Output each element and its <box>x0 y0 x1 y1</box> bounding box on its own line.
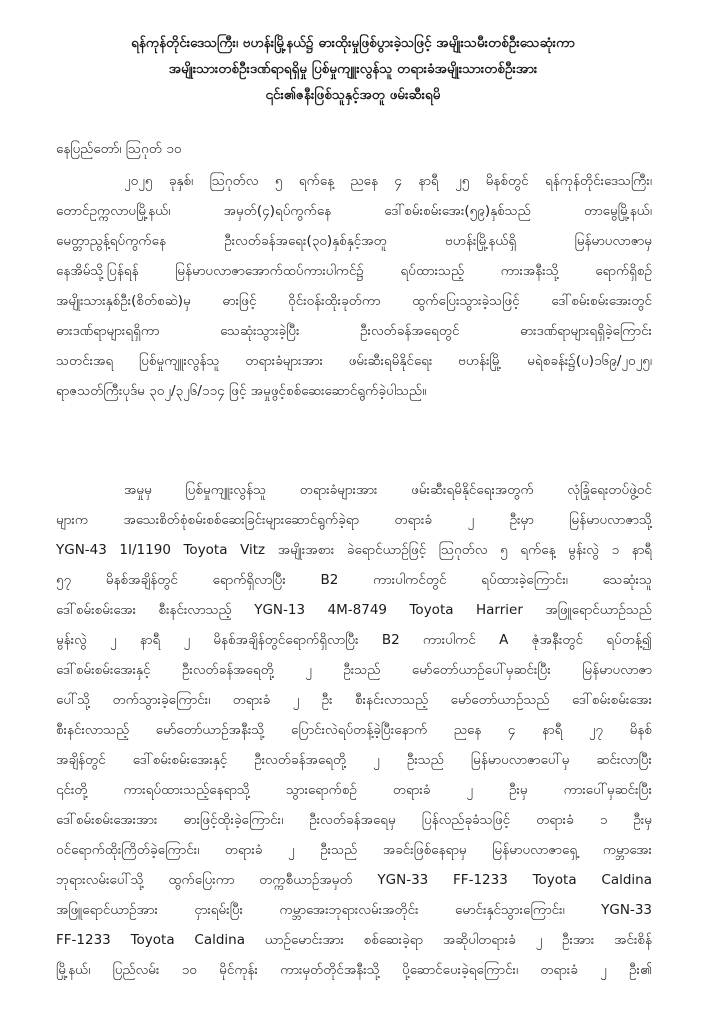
title-line: အမျိုးသားတစ်ဦးဒဏ်ရာရရှိမှု ပြစ်မှုကျူးလွန်သူ တရားခံအမျိုးသားတစ်ဦးအား <box>168 61 538 77</box>
title-line: ရန်ကုန်တိုင်းဒေသကြီး၊ ဗဟန်းမြို့နယ်၌ ဓားထိုးမှုဖြစ်ပွားခဲ့သဖြင့် အမျိုးသမီးတစ်ဦးသေဆုံးကာ <box>131 35 575 51</box>
paragraph-line: ဒေါ်စမ်းစမ်းအေး စီးနင်းလာသည့် YGN-13 4M-8749 Toyota Harrier အဖြူရောင်ယာဉ်သည် <box>56 602 652 618</box>
paragraph-line: အချိန်တွင် ဒေါ်စမ်းစမ်းအေးနှင့် ဦးလတ်ခန်အရေတို့ ၂ ဦးသည် မြန်မာပလာဇာပေါ်မှ ဆင်းလာပြီး <box>56 752 652 768</box>
paragraph-line: နေအိမ်သို့ပြန်ရန် မြန်မာပလာဇာအောက်ထပ်ကားပါကင်၌ ရပ်ထားသည့် ကားအနီးသို့ ရောက်ရှိစဉ် <box>56 263 652 279</box>
paragraph-line: YGN-43 1I/1190 Toyota Vitz အမျိုးအစား ခဲရောင်ယာဉ်ဖြင့် ဩဂုတ်လ ၅ ရက်နေ့ မွန်းလွဲ ၁ နာရီ <box>56 542 652 558</box>
paragraph-line: မြို့နယ်၊ ပြည်လမ်း ၁၀ မိုင်ကုန်း ကားမှတ်တိုင်အနီးသို့ ပို့ဆောင်ပေးခဲ့ရကြောင်း၊ တရားခံ ၂ ဦး၏ <box>56 962 652 978</box>
paragraph-line: ဘုရားလမ်းပေါ်သို့ ထွက်ပြေးကာ တက္ကစီယာဉ်အမှတ် YGN-33 FF-1233 Toyota Caldina <box>56 872 652 888</box>
dateline: နေပြည်တော်၊ ဩဂုတ် ၁၀ <box>56 141 182 157</box>
paragraph-line: များက အသေးစိတ်စုံစမ်းစစ်ဆေးခြင်းများဆောင်ရွက်ခဲ့ရာ တရားခံ ၂ ဦးမှာ မြန်မာပလာဇာသို့ <box>56 512 652 528</box>
paragraph-line: ၅၇ မိနစ်အချိန်တွင် ရောက်ရှိလာပြီး B2 ကားပါကင်တွင် ရပ်ထားခဲ့ကြောင်း၊ သေဆုံးသူ <box>56 572 652 588</box>
paragraph-line: မွန်းလွဲ ၂ နာရီ ၂ မိနစ်အချိန်တွင်ရောက်ရှိလာပြီး B2 ကားပါကင် A ဇုံအနီးတွင် ရပ်တန့်၍ <box>56 632 652 648</box>
paragraph-line: တောင်ဥက္ကလာပမြို့နယ်၊ အမှတ်(၄)ရပ်ကွက်နေ ဒေါ်စမ်းစမ်းအေး(၅၉)နှစ်သည် တာမွေမြို့နယ်၊ <box>56 203 652 219</box>
paragraph-line: ဓားဒဏ်ရာများရရှိကာ သေဆုံးသွားခဲ့ပြီး ဦးလတ်ခန်အရေတွင် ဓားဒဏ်ရာများရရှိခဲ့ကြောင်း <box>56 323 652 339</box>
article-title <box>44 30 662 108</box>
paragraph-line: စီးနင်းလာသည့် မော်တော်ယာဉ်အနီးသို့ ပြောင်းလဲရပ်တန့်ခဲ့ပြီးနောက် ညနေ ၄ နာရီ ၂၇ မိနစ် <box>56 722 652 738</box>
paragraph-1 <box>56 166 652 406</box>
paragraph-line: အဖြူရောင်ယာဉ်အား ငှားရမ်းပြီး ကမ္ဘာအေးဘုရားလမ်းအတိုင်း မောင်းနှင်သွားကြောင်း၊ YGN-33 <box>56 902 652 918</box>
paragraph-line: အမှုမှ ပြစ်မှုကျူးလွန်သူ တရားခံများအား ဖမ်းဆီးရမိနိုင်ရေးအတွက် လုံခြုံရေးတပ်ဖွဲ့ဝင် <box>124 482 652 498</box>
paragraph-line: ရာဇသတ်ကြီးပုဒ်မ ၃၀၂/၃၂၆/၁၁၄ ဖြင့် အမှုဖွင့်စစ်ဆေးဆောင်ရွက်ခဲ့ပါသည်။ <box>56 383 427 399</box>
paragraph-line: ဝင်ရောက်ထိုးကြိတ်ခဲ့ကြောင်း၊ တရားခံ ၂ ဦးသည် အခင်းဖြစ်နေရာမှ မြန်မာပလာဇာရှေ့ ကမ္ဘာအေး <box>56 842 652 858</box>
paragraph-line: အမျိုးသားနှစ်ဦး(စိတ်စဆဲ)မှ ဓားဖြင့် ဝိုင်းဝန်းထိုးခုတ်ကာ ထွက်ပြေးသွားခဲ့သဖြင့် ဒေါ်စမ်းစမ်းအေးတွင် <box>56 293 652 309</box>
paragraph-line: ၂၀၂၅ ခုနှစ်၊ ဩဂုတ်လ ၅ ရက်နေ့ ညနေ ၄ နာရီ ၂၅ မိနစ်တွင် ရန်ကုန်တိုင်းဒေသကြီး၊ <box>124 173 652 189</box>
paragraph-line: ဒေါ်စမ်းစမ်းအေးအား ဓားဖြင့်ထိုးခဲ့ကြောင်း၊ ဦးလတ်ခန်အရေမှ ပြန်လည်ခုခံသဖြင့် တရားခံ ၁ ဦးမှ <box>56 812 652 828</box>
paragraph-line: ၎င်းတို့ ကားရပ်ထားသည့်နေရာသို့ သွားရောက်စဉ် တရားခံ ၂ ဦးမှ ကားပေါ်မှဆင်းပြီး <box>56 782 652 798</box>
title-line: ၎င်း၏ဇနီးဖြစ်သူနှင့်အတူ ဖမ်းဆီးရမိ <box>265 87 441 103</box>
paragraph-line: ပေါ်သို့ တက်သွားခဲ့ကြောင်း၊ တရားခံ ၂ ဦး စီးနင်းလာသည့် မော်တော်ယာဉ်သည် ဒေါ်စမ်းစမ်းအေး <box>56 692 652 708</box>
paragraph-line: FF-1233 Toyota Caldina ယာဉ်မောင်းအား စစ်ဆေးခဲ့ရာ အဆိုပါတရားခံ ၂ ဦးအား အင်းစိန် <box>56 932 652 948</box>
paragraph-2 <box>56 475 652 985</box>
paragraph-line: ဒေါ်စမ်းစမ်းအေးနှင့် ဦးလတ်ခန်အရေတို့ ၂ ဦးသည် မော်တော်ယာဉ်ပေါ်မှဆင်းပြီး မြန်မာပလာဇာ <box>56 662 652 678</box>
paragraph-line: မေတ္တာညွန့်ရပ်ကွက်နေ ဦးလတ်ခန်အရေး(၃၀)နှစ်နှင့်အတူ ဗဟန်းမြို့နယ်ရှိ မြန်မာပလာဇာမှ <box>56 233 652 249</box>
paragraph-line: သတင်းအရ ပြစ်မှုကျူးလွန်သူ တရားခံများအား ဖမ်းဆီးရမိနိုင်ရေး ဗဟန်းမြို့ မရဲစခန်း၌(ပ)၁၆၉/၂၀၂၅၊ <box>56 353 652 369</box>
